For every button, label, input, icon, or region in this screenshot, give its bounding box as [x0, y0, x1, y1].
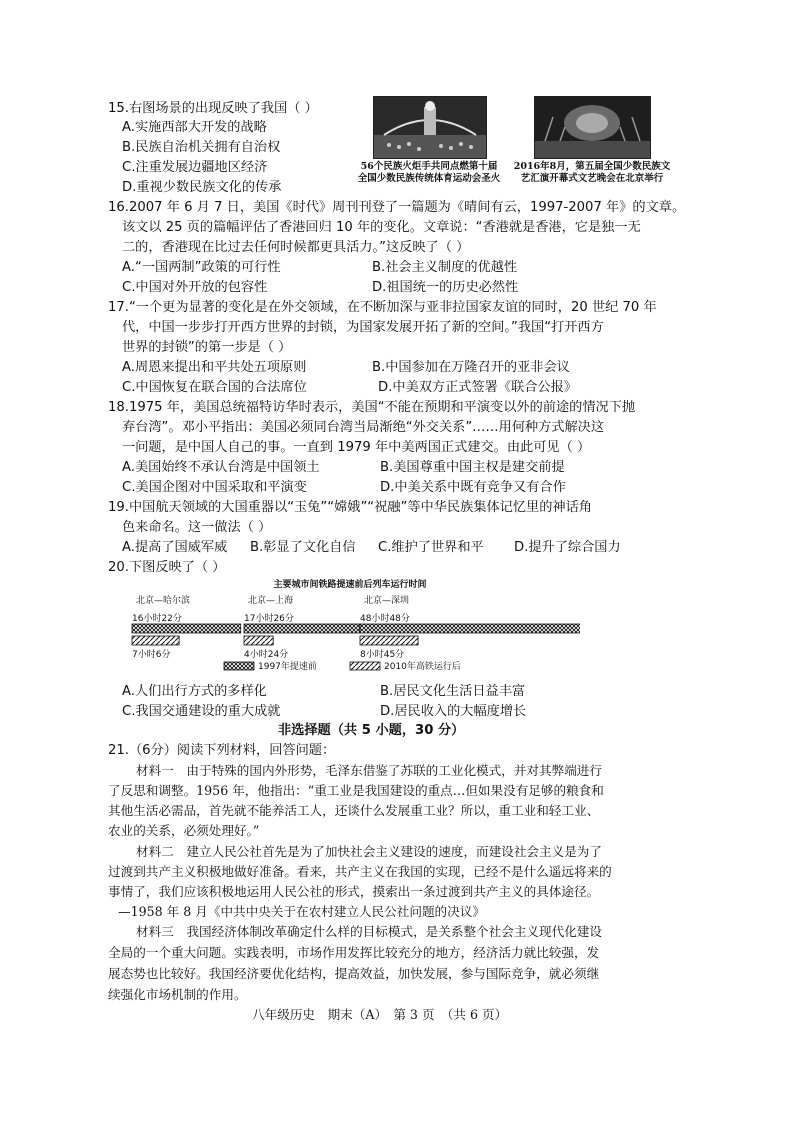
- chart-bar: [244, 636, 273, 645]
- q18-option-b[interactable]: B.美国尊重中国主权是建交前提: [380, 460, 565, 475]
- q17-option-b[interactable]: B.中国参加在万隆召开的亚非会议: [372, 360, 570, 375]
- chart-title: 主要城市间铁路提速前后列车运行时间: [273, 580, 427, 590]
- chart-legend-swatch: [350, 662, 380, 670]
- q17-stem-line-2: 代，中国一步步打开西方世界的封锁，为国家发展开拓了新的空间。”我国“打开西方: [122, 320, 604, 335]
- material-1-line-3: 其他生活必需品，首先就不能养活工人，还谈什么发展重工业？所以，重工业和轻工业、: [108, 803, 600, 818]
- chart-bar: [360, 624, 580, 633]
- material-2-source: —1958 年 8 月《中共中央关于在农村建立人民公社问题的决议》: [118, 904, 485, 919]
- q19-stem-line-2: 色来命名。这一做法（ ）: [122, 520, 272, 535]
- q20-option-c[interactable]: C.我国交通建设的重大成就: [122, 704, 281, 719]
- q15-option-d[interactable]: D.重视少数民族文化的传承: [122, 180, 282, 195]
- chart-data-label: 17小时26分: [244, 614, 294, 624]
- chart-data-label: 7小时6分: [132, 650, 171, 660]
- q16-option-a[interactable]: A.“一国两制”政策的可行性: [122, 260, 281, 275]
- material-1-line-2: 了反思和调整。1956 年，他指出：“重工业是我国建设的重点…但如果没有足够的粮食和: [108, 783, 604, 798]
- material-1-line-4: 农业的关系，必须处理好。”: [108, 823, 260, 838]
- chart-bar: [132, 624, 241, 633]
- material-2-line-3: 事情了，我们应该积极地运用人民公社的形式，摸索出一条过渡到共产主义的具体途径。: [108, 884, 600, 899]
- chart-legend-label: 2010年高铁运行后: [384, 662, 461, 672]
- q19-option-a[interactable]: A.提高了国威军威: [122, 540, 228, 555]
- railway-speed-chart: [120, 576, 580, 676]
- q17-option-d[interactable]: D.中美双方正式签署《联合公报》: [378, 380, 577, 395]
- q15-stem: 15.右图场景的出现反映了我国（ ）: [108, 101, 318, 116]
- chart-bar: [244, 624, 360, 633]
- chart-data-label: 4小时24分: [244, 650, 289, 660]
- q18-option-a[interactable]: A.美国始终不承认台湾是中国领土: [122, 460, 320, 475]
- q19-stem-line-1: 19.中国航天领域的大国重器以“玉兔”“嫦娥”“祝融”等中华民族集体记忆里的神话角: [108, 500, 592, 515]
- chart-legend-swatch: [224, 662, 254, 670]
- material-2-line-2: 过渡到共产主义积极地做好准备。看来，共产主义在我国的实现，已经不是什么遥远将来的: [108, 864, 612, 879]
- material-2-line-1: 材料二 建立人民公社首先是为了加快社会主义建设的速度，而建设社会主义是为了: [136, 844, 602, 859]
- q16-option-d[interactable]: D.祖国统一的历史必然性: [372, 280, 519, 295]
- chart-bar: [132, 636, 179, 645]
- photo-caption-2-line-1: 2016年8月，第五届全国少数民族文: [513, 161, 671, 172]
- chart-data-label: 16小时22分: [132, 614, 182, 624]
- q16-stem-line-1: 16.2007 年 6 月 7 日，美国《时代》周刊刊登了一篇题为《晴间有云，1997-2007 年》的文章。: [108, 200, 686, 215]
- q16-option-c[interactable]: C.中国对外开放的包容性: [122, 280, 268, 295]
- chart-category-label: 北京—深圳: [364, 596, 410, 606]
- q19-option-d[interactable]: D.提升了综合国力: [514, 540, 621, 555]
- q18-option-c[interactable]: C.美国企图对中国采取和平演变: [122, 480, 307, 495]
- q18-stem-line-2: 弃台湾”。邓小平指出：美国必须同台湾当局渐绝“外交关系”……用何种方式解决这: [122, 420, 605, 435]
- chart-category-label: 北京—上海: [248, 596, 294, 606]
- q18-stem-line-3: 一问题，是中国人自己的事。一直到 1979 年中美两国正式建交。由此可见（ ）: [122, 440, 591, 455]
- q18-stem-line-1: 18.1975 年，美国总统福特访华时表示，美国“不能在预期和平演变以外的前途的情况下抛: [108, 400, 636, 415]
- q15-option-c[interactable]: C.注重发展边疆地区经济: [122, 160, 268, 175]
- material-3-line-4: 续强化市场机制的作用。: [108, 987, 247, 1002]
- photo-caption-2-line-2: 艺汇演开幕式文艺晚会在北京举行: [520, 173, 664, 184]
- q19-option-c[interactable]: C.维护了世界和平: [378, 540, 484, 555]
- q20-stem: 20.下图反映了（ ）: [108, 560, 226, 575]
- section-title: 非选择题（共 5 小题，30 分）: [278, 723, 465, 738]
- material-3-line-1: 材料三 我国经济体制改革确定什么样的目标模式，是关系整个社会主义现代化建设: [136, 924, 602, 939]
- q19-option-b[interactable]: B.彰显了文化自信: [250, 540, 356, 555]
- q20-option-b[interactable]: B.居民文化生活日益丰富: [380, 684, 526, 699]
- photo-caption-1-line-2: 全国少数民族传统体育运动会圣火: [357, 173, 501, 184]
- page-footer: 八年级历史 期末（A） 第 3 页 （共 6 页）: [252, 1007, 508, 1022]
- chart-data-label: 48小时48分: [360, 614, 410, 624]
- material-3-line-2: 全局的一个重大问题。实践表明，市场作用发挥比较充分的地方，经济活力就比较强，发: [108, 945, 600, 960]
- chart-legend-label: 1997年提速前: [258, 662, 317, 672]
- photo-caption-1-line-1: 56个民族火炬手共同点燃第十届: [360, 161, 498, 172]
- photo-art-performance: [534, 96, 651, 159]
- q17-stem-line-1: 17.“一个更为显著的变化是在外交领域，在不断加深与亚非拉国家友谊的同时，20 世纪 70 年: [108, 300, 657, 315]
- material-1-line-1: 材料一 由于特殊的国内外形势，毛泽东借鉴了苏联的工业化模式，并对其弊端进行: [136, 763, 602, 778]
- q16-stem-line-2: 该文以 25 页的篇幅评估了香港回归 10 年的变化。文章说：“香港就是香港，它是独一无: [122, 220, 641, 235]
- q15-option-a[interactable]: A.实施西部大开发的战略: [122, 120, 267, 135]
- chart-data-label: 8小时45分: [360, 650, 405, 660]
- material-3-line-3: 展态势也比较好。我国经济要优化结构，提高效益，加快发展，参与国际竞争，就必须继: [108, 966, 600, 981]
- q15-option-b[interactable]: B.民族自治机关拥有自治权: [122, 140, 281, 155]
- q17-option-c[interactable]: C.中国恢复在联合国的合法席位: [122, 380, 307, 395]
- q16-stem-line-3: 二的，香港现在比过去任何时候都更具活力。”这反映了（ ）: [122, 240, 470, 255]
- q17-stem-line-3: 世界的封锁”的第一步是（ ）: [122, 340, 292, 355]
- q18-option-d[interactable]: D.中美关系中既有竞争又有合作: [380, 480, 566, 495]
- chart-bar: [360, 636, 418, 645]
- q20-option-d[interactable]: D.居民收入的大幅度增长: [380, 704, 527, 719]
- q21-stem: 21.（6分）阅读下列材料，回答问题：: [108, 743, 336, 758]
- q17-option-a[interactable]: A.周恩来提出和平共处五项原则: [122, 360, 307, 375]
- chart-category-label: 北京—哈尔滨: [136, 596, 191, 606]
- q20-option-a[interactable]: A.人们出行方式的多样化: [122, 684, 267, 699]
- q16-option-b[interactable]: B.社会主义制度的优越性: [372, 260, 518, 275]
- photo-torch-lighting: [373, 96, 487, 159]
